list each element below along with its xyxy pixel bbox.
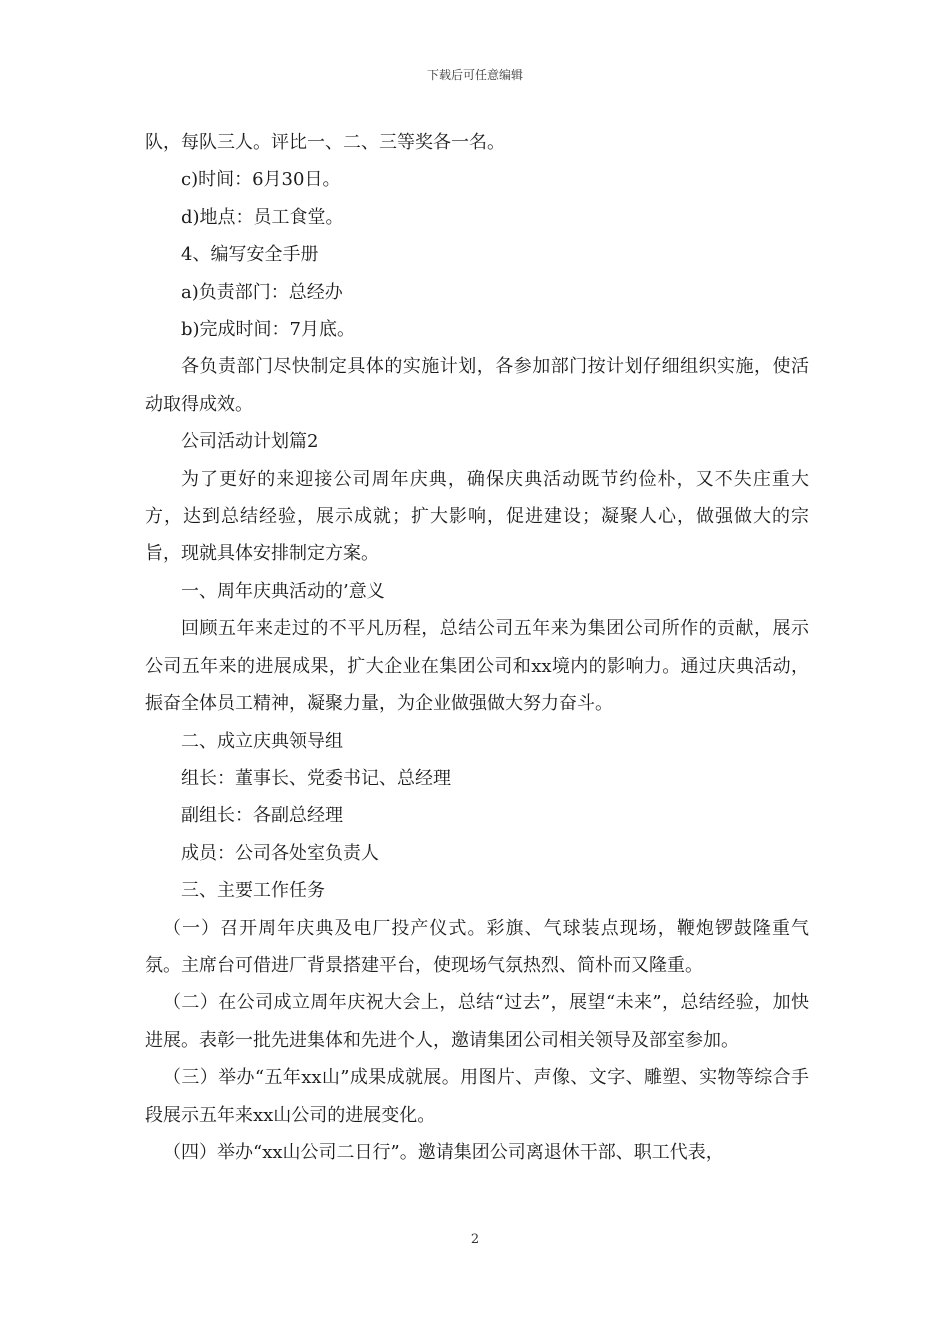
paragraph: 成员：公司各处室负责人 (181, 842, 379, 864)
paragraph: 回顾五年来走过的不平凡历程，总结公司五年来为集团公司所作的贡献，展示公司五年来的进展成果，扩大企业在集团公司和xx境内的影响力。通过庆典活动，振奋全体员工精神，凝聚力量，为企业做强做大努力奋斗。 (145, 618, 809, 715)
section-heading: 三、主要工作任务 (181, 880, 325, 902)
page-number: 2 (470, 1232, 480, 1247)
section-heading: 一、周年庆典活动的’意义 (181, 580, 385, 602)
paragraph: 副组长：各副总经理 (181, 805, 343, 827)
document-body (145, 124, 809, 1171)
paragraph: （二）在公司成立周年庆祝大会上，总结“过去”，展望“未来”，总结经验，加快进展。表彰一批先进集体和先进个人，邀请集团公司相关领导及部室参加。 (145, 992, 809, 1051)
paragraph: 组长：董事长、党委书记、总经理 (181, 767, 451, 789)
paragraph: d)地点：员工食堂。 (181, 206, 344, 228)
section-heading: 二、成立庆典领导组 (181, 730, 343, 752)
paragraph: 4、编写安全手册 (181, 244, 319, 266)
page-header: 下载后可任意编辑 (426, 68, 523, 82)
paragraph: 为了更好的来迎接公司周年庆典，确保庆典活动既节约俭朴，又不失庄重大方，达到总结经验，展示成就；扩大影响，促进建设；凝聚人心，做强做大的宗旨，现就具体安排制定方案。 (145, 468, 809, 565)
paragraph: （一）召开周年庆典及电厂投产仪式。彩旗、气球装点现场，鞭炮锣鼓隆重气氛。主席台可借进厂背景搭建平台，使现场气氛热烈、简朴而又隆重。 (145, 917, 809, 976)
paragraph: 队，每队三人。评比一、二、三等奖各一名。 (145, 132, 505, 153)
paragraph: c)时间：6月30日。 (181, 169, 341, 191)
paragraph: （三）举办“五年xx山”成果成就展。用图片、声像、文字、雕塑、实物等综合手段展示五年来xx山公司的进展变化。 (145, 1067, 809, 1126)
paragraph: （四）举办“xx山公司二日行”。邀请集团公司离退休干部、职工代表， (163, 1141, 724, 1163)
section-title: 公司活动计划篇2 (181, 431, 319, 453)
paragraph: b)完成时间：7月底。 (181, 319, 355, 341)
paragraph: 各负责部门尽快制定具体的实施计划，各参加部门按计划仔细组织实施，使活动取得成效。 (145, 356, 809, 415)
paragraph: a)负责部门：总经办 (181, 281, 343, 303)
